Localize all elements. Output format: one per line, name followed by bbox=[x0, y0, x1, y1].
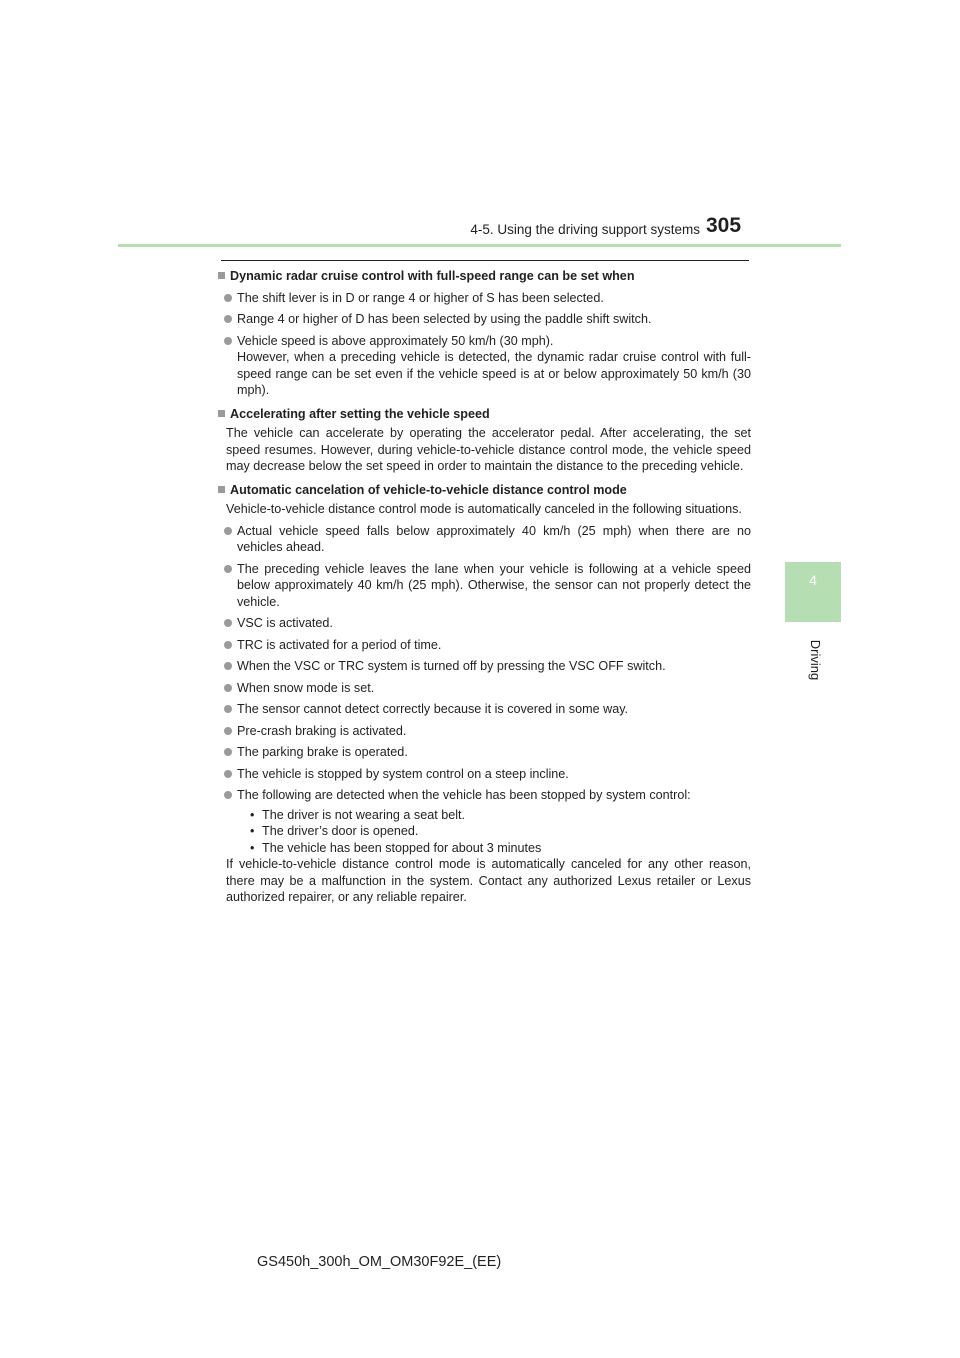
list-item-text: Range 4 or higher of D has been selected by using the paddle shift switch. bbox=[237, 312, 652, 326]
list-item bbox=[224, 615, 751, 632]
list-item-text bbox=[237, 333, 751, 399]
section-body: Vehicle-to-vehicle distance control mode is automatically canceled in the following situations. bbox=[226, 502, 742, 516]
chapter-label: Driving bbox=[808, 639, 823, 681]
chapter-number: 4 bbox=[809, 572, 817, 588]
circle-bullet-icon bbox=[224, 527, 232, 535]
list-item bbox=[224, 290, 751, 307]
list-item bbox=[224, 766, 751, 783]
circle-bullet-icon bbox=[224, 748, 232, 756]
circle-bullet-icon bbox=[224, 619, 232, 627]
list-item bbox=[224, 311, 751, 328]
sub-list-item-text: The driver’s door is opened. bbox=[262, 824, 419, 838]
circle-bullet-icon bbox=[224, 684, 232, 692]
list-item bbox=[224, 723, 751, 740]
circle-bullet-icon bbox=[224, 662, 232, 670]
square-bullet-icon bbox=[218, 272, 225, 279]
list-item-text: The parking brake is operated. bbox=[237, 745, 408, 759]
dot-marker-icon: • bbox=[250, 824, 255, 838]
list-item bbox=[224, 787, 751, 804]
list-item bbox=[224, 523, 751, 556]
list-item-text: Pre-crash braking is activated. bbox=[237, 723, 407, 738]
circle-bullet-icon bbox=[224, 315, 232, 323]
sub-list-item-text: The vehicle has been stopped for about 3 minutes bbox=[262, 840, 542, 855]
page-content bbox=[218, 268, 751, 906]
list-item-text: TRC is activated for a period of time. bbox=[237, 637, 442, 652]
list-item bbox=[224, 658, 751, 675]
square-bullet-icon bbox=[218, 486, 225, 493]
section-heading bbox=[218, 482, 751, 499]
sub-list bbox=[218, 807, 751, 857]
circle-bullet-icon bbox=[224, 641, 232, 649]
list-item-first-line: Vehicle speed is above approximately 50 km/h (30 mph). bbox=[237, 333, 554, 348]
sub-list-item bbox=[250, 840, 751, 857]
section-title: Accelerating after setting the vehicle speed bbox=[230, 406, 490, 421]
list-item-text: When the VSC or TRC system is turned off by pressing the VSC OFF switch. bbox=[237, 659, 666, 673]
sub-list-item bbox=[250, 807, 751, 824]
dot-marker-icon: • bbox=[250, 807, 255, 822]
sub-list-item-text: The driver is not wearing a seat belt. bbox=[262, 807, 466, 822]
header-rule bbox=[118, 244, 841, 247]
list-item-text: When snow mode is set. bbox=[237, 680, 375, 695]
circle-bullet-icon bbox=[224, 705, 232, 713]
list-item-text: The preceding vehicle leaves the lane when your vehicle is following at a vehicle speed below approximately 40 km/h (25 mph). Otherwise, the sensor can not properly detect the vehicle. bbox=[237, 561, 751, 609]
list-item-text: The vehicle is stopped by system control on a steep incline. bbox=[237, 766, 569, 781]
list-item-text: The shift lever is in D or range 4 or higher of S has been selected. bbox=[237, 290, 604, 305]
list-item-text: The following are detected when the vehicle has been stopped by system control: bbox=[237, 788, 691, 802]
circle-bullet-icon bbox=[224, 337, 232, 345]
section-closing: If vehicle-to-vehicle distance control mode is automatically canceled for any other reason, there may be a malfunction in the system. Contact any authorized Lexus retailer or Lexus authorized repairer, or any reliable repairer. bbox=[226, 857, 751, 904]
list-item-text: The sensor cannot detect correctly because it is covered in some way. bbox=[237, 702, 629, 716]
list-item-continuation: However, when a preceding vehicle is detected, the dynamic radar cruise control with full-speed range can be set even if the vehicle speed is at or below approximately 50 km/h (30 mph). bbox=[237, 350, 751, 397]
list-item-text: Actual vehicle speed falls below approximately 40 km/h (25 mph) when there are no vehicles ahead. bbox=[237, 523, 751, 554]
square-bullet-icon bbox=[218, 410, 225, 417]
dot-marker-icon: • bbox=[250, 840, 255, 855]
list-item bbox=[224, 680, 751, 697]
section-title: Dynamic radar cruise control with full-speed range can be set when bbox=[230, 269, 635, 283]
list-item bbox=[224, 561, 751, 611]
list-item bbox=[224, 701, 751, 718]
list-item-text: VSC is activated. bbox=[237, 616, 333, 630]
list-item bbox=[224, 637, 751, 654]
list-item bbox=[224, 744, 751, 761]
page-number: 305 bbox=[706, 214, 742, 237]
section-heading bbox=[218, 406, 751, 423]
content-top-rule bbox=[221, 260, 749, 261]
circle-bullet-icon bbox=[224, 770, 232, 778]
section-title: Automatic cancelation of vehicle-to-vehicle distance control mode bbox=[230, 482, 627, 497]
list-item bbox=[224, 333, 751, 399]
circle-bullet-icon bbox=[224, 294, 232, 302]
footer-model-code: GS450h_300h_OM_OM30F92E_(EE) bbox=[257, 1254, 502, 1270]
header-section-title: 4-5. Using the driving support systems bbox=[470, 222, 700, 237]
section-body: The vehicle can accelerate by operating the accelerator pedal. After accelerating, the set speed resumes. However, during vehicle-to-vehicle distance control mode, the vehicle speed may decrease below the set speed in order to maintain the distance to the preceding vehicle. bbox=[226, 426, 751, 473]
section-heading bbox=[218, 268, 751, 285]
circle-bullet-icon bbox=[224, 565, 232, 573]
sub-list-item bbox=[250, 823, 751, 840]
circle-bullet-icon bbox=[224, 727, 232, 735]
circle-bullet-icon bbox=[224, 791, 232, 799]
